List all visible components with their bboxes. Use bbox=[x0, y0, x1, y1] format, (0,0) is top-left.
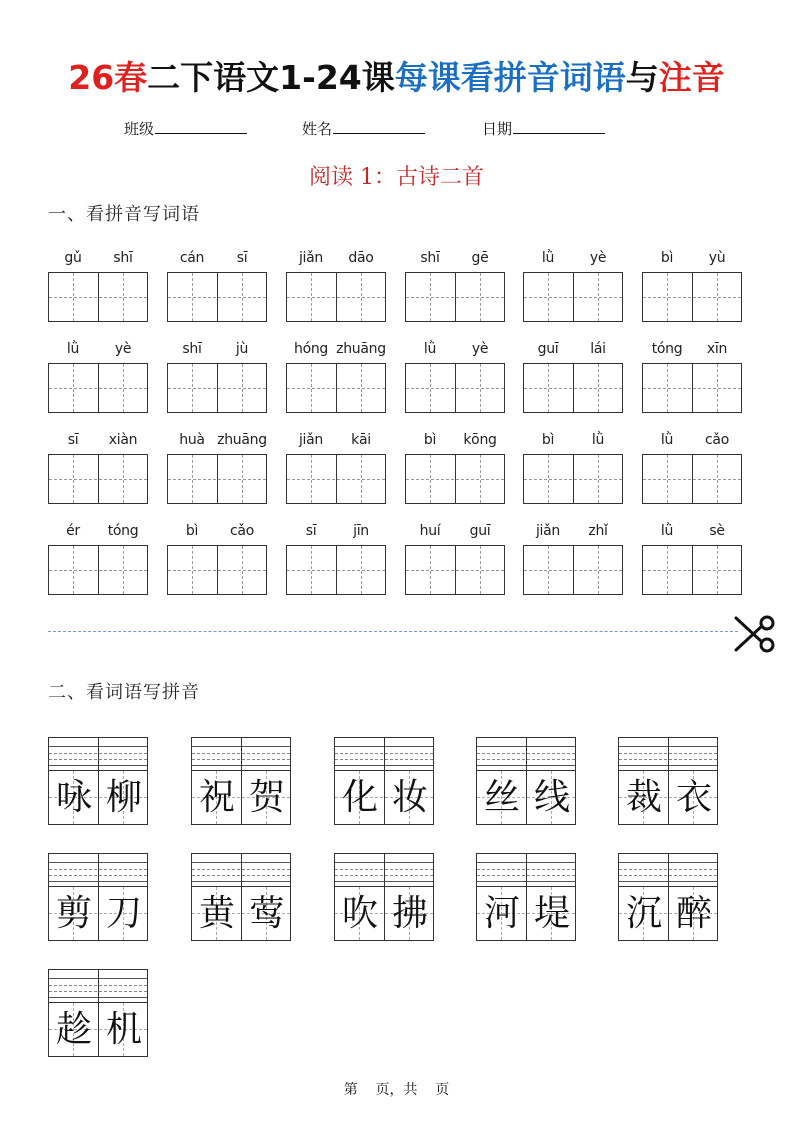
word-item bbox=[191, 737, 291, 825]
pinyin-syllable: yè bbox=[589, 250, 607, 266]
pinyin-item bbox=[286, 432, 386, 504]
pinyin-syllable: ér bbox=[66, 523, 80, 539]
pinyin-writing-lines[interactable] bbox=[476, 853, 576, 887]
word-character: 线 bbox=[533, 777, 570, 818]
pinyin-syllable: xīn bbox=[706, 341, 728, 357]
pinyin-item bbox=[48, 250, 148, 322]
pinyin-item bbox=[167, 523, 267, 595]
writing-cell-pair[interactable] bbox=[286, 545, 386, 595]
pinyin-writing-lines[interactable] bbox=[48, 853, 148, 887]
word-item bbox=[476, 737, 576, 825]
name-field[interactable] bbox=[302, 118, 425, 139]
pinyin-syllable: jiǎn bbox=[298, 250, 324, 266]
pinyin-syllable: dāo bbox=[348, 250, 374, 266]
pinyin-syllable: bì bbox=[185, 523, 199, 539]
pinyin-item bbox=[642, 250, 742, 322]
word-item bbox=[48, 969, 148, 1057]
word-character: 拂 bbox=[391, 893, 428, 934]
writing-cell-pair[interactable] bbox=[642, 363, 742, 413]
pinyin-item bbox=[167, 250, 267, 322]
pinyin-item bbox=[642, 432, 742, 504]
pinyin-item bbox=[523, 250, 623, 322]
word-character: 妆 bbox=[391, 777, 428, 818]
pinyin-syllable: jiǎn bbox=[535, 523, 561, 539]
pinyin-syllable: gǔ bbox=[64, 250, 82, 266]
pinyin-syllable: bì bbox=[660, 250, 674, 266]
writing-cell-pair[interactable] bbox=[167, 272, 267, 322]
pinyin-syllable: tóng bbox=[651, 341, 683, 357]
writing-cell-pair[interactable] bbox=[405, 363, 505, 413]
pinyin-syllable: zhuāng bbox=[217, 432, 267, 448]
pinyin-item bbox=[48, 432, 148, 504]
pinyin-syllable: sī bbox=[236, 250, 248, 266]
section1-heading: 一、看拼音写词语 bbox=[48, 204, 200, 225]
worksheet-title bbox=[0, 52, 793, 102]
pinyin-item bbox=[642, 523, 742, 595]
pinyin-syllable: zhuāng bbox=[336, 341, 386, 357]
word-item bbox=[476, 853, 576, 941]
section2-heading: 二、看词语写拼音 bbox=[48, 682, 200, 703]
lesson-title: 阅读 1：古诗二首 bbox=[309, 165, 484, 190]
writing-cell-pair[interactable] bbox=[642, 454, 742, 504]
word-character-cells bbox=[618, 887, 718, 941]
writing-cell-pair[interactable] bbox=[167, 454, 267, 504]
word-character-cells bbox=[191, 887, 291, 941]
scissors-icon bbox=[730, 612, 776, 656]
word-character-cells bbox=[618, 771, 718, 825]
pinyin-syllable: sī bbox=[67, 432, 79, 448]
title-segment: 注音 bbox=[658, 58, 725, 97]
writing-cell-pair[interactable] bbox=[523, 545, 623, 595]
pinyin-syllable: bì bbox=[423, 432, 437, 448]
word-character-cells bbox=[476, 771, 576, 825]
word-character-cells bbox=[191, 771, 291, 825]
class-blank[interactable] bbox=[155, 119, 247, 134]
title-segment: 与 bbox=[625, 58, 659, 97]
pinyin-writing-lines[interactable] bbox=[476, 737, 576, 771]
pinyin-item bbox=[523, 432, 623, 504]
pinyin-syllable: yè bbox=[114, 341, 132, 357]
word-character: 贺 bbox=[248, 777, 285, 818]
word-character: 趁 bbox=[55, 1009, 92, 1050]
writing-cell-pair[interactable] bbox=[286, 363, 386, 413]
pinyin-syllable: lǜ bbox=[541, 250, 555, 266]
pinyin-item bbox=[523, 341, 623, 413]
student-info-row bbox=[0, 118, 793, 140]
word-character-cells bbox=[476, 887, 576, 941]
word-character: 莺 bbox=[248, 893, 285, 934]
pinyin-syllable: jīn bbox=[353, 523, 369, 539]
cut-line bbox=[48, 631, 738, 632]
writing-cell-pair[interactable] bbox=[286, 272, 386, 322]
pinyin-syllable: yù bbox=[708, 250, 726, 266]
pinyin-syllable: lái bbox=[590, 341, 606, 357]
pinyin-writing-lines[interactable] bbox=[618, 853, 718, 887]
pinyin-syllable: guī bbox=[469, 523, 491, 539]
word-item bbox=[191, 853, 291, 941]
date-label: 日期 bbox=[482, 120, 513, 138]
writing-cell-pair[interactable] bbox=[405, 272, 505, 322]
pinyin-item bbox=[286, 250, 386, 322]
pinyin-syllable: lǜ bbox=[591, 432, 605, 448]
class-field[interactable] bbox=[124, 118, 247, 139]
word-character-cells bbox=[48, 1003, 148, 1057]
word-character: 沉 bbox=[625, 893, 662, 934]
title-segment: 二下语文1-24课 bbox=[147, 58, 395, 97]
pinyin-syllable: hóng bbox=[294, 341, 328, 357]
writing-cell-pair[interactable] bbox=[405, 545, 505, 595]
pinyin-item bbox=[167, 432, 267, 504]
date-field[interactable] bbox=[482, 118, 605, 139]
pinyin-syllable: yè bbox=[471, 341, 489, 357]
word-character: 剪 bbox=[55, 893, 92, 934]
writing-cell-pair[interactable] bbox=[167, 363, 267, 413]
word-character: 醉 bbox=[675, 893, 712, 934]
pinyin-syllable: xiàn bbox=[108, 432, 138, 448]
pinyin-writing-lines[interactable] bbox=[48, 737, 148, 771]
pinyin-item bbox=[405, 523, 505, 595]
word-character-cells bbox=[48, 887, 148, 941]
word-character: 刀 bbox=[105, 893, 142, 934]
pinyin-writing-lines[interactable] bbox=[618, 737, 718, 771]
pinyin-syllable: lǜ bbox=[660, 432, 674, 448]
word-item bbox=[618, 853, 718, 941]
pinyin-item bbox=[405, 432, 505, 504]
pinyin-writing-lines[interactable] bbox=[334, 737, 434, 771]
pinyin-item bbox=[523, 523, 623, 595]
pinyin-syllable: shī bbox=[420, 250, 440, 266]
word-character: 化 bbox=[341, 777, 378, 818]
pinyin-item bbox=[642, 341, 742, 413]
pinyin-item bbox=[48, 341, 148, 413]
pinyin-syllable: gē bbox=[471, 250, 489, 266]
word-character: 堤 bbox=[533, 893, 570, 934]
pinyin-syllable: cǎo bbox=[705, 432, 729, 448]
word-character: 裁 bbox=[625, 777, 662, 818]
pinyin-syllable: lǜ bbox=[66, 341, 80, 357]
title-segment: 26春 bbox=[68, 58, 148, 97]
pinyin-writing-lines[interactable] bbox=[334, 853, 434, 887]
writing-cell-pair[interactable] bbox=[48, 454, 148, 504]
word-item bbox=[334, 853, 434, 941]
pinyin-syllable: cǎo bbox=[230, 523, 254, 539]
pinyin-syllable: huí bbox=[419, 523, 441, 539]
pinyin-item bbox=[405, 341, 505, 413]
title-segment: 每课看拼音词语 bbox=[394, 58, 626, 97]
writing-cell-pair[interactable] bbox=[523, 363, 623, 413]
pinyin-syllable: jiǎn bbox=[298, 432, 324, 448]
pinyin-syllable: huà bbox=[179, 432, 205, 448]
word-character: 咏 bbox=[55, 777, 92, 818]
writing-cell-pair[interactable] bbox=[48, 272, 148, 322]
word-item bbox=[618, 737, 718, 825]
writing-cell-pair[interactable] bbox=[48, 363, 148, 413]
word-character-cells bbox=[48, 771, 148, 825]
word-character: 河 bbox=[483, 893, 520, 934]
pinyin-item bbox=[167, 341, 267, 413]
word-character: 祝 bbox=[198, 777, 235, 818]
pinyin-syllable: bì bbox=[541, 432, 555, 448]
writing-cell-pair[interactable] bbox=[642, 272, 742, 322]
word-character: 吹 bbox=[341, 893, 378, 934]
pinyin-item bbox=[48, 523, 148, 595]
word-character: 丝 bbox=[483, 777, 520, 818]
pinyin-item bbox=[286, 341, 386, 413]
writing-cell-pair[interactable] bbox=[642, 545, 742, 595]
word-character: 柳 bbox=[105, 777, 142, 818]
writing-cell-pair[interactable] bbox=[523, 454, 623, 504]
word-item bbox=[334, 737, 434, 825]
name-blank[interactable] bbox=[333, 119, 425, 134]
date-blank[interactable] bbox=[513, 119, 605, 134]
word-character: 黄 bbox=[198, 893, 235, 934]
pinyin-syllable: lǜ bbox=[423, 341, 437, 357]
pinyin-writing-lines[interactable] bbox=[48, 969, 148, 1003]
pinyin-item bbox=[405, 250, 505, 322]
pinyin-syllable: tóng bbox=[107, 523, 139, 539]
writing-cell-pair[interactable] bbox=[48, 545, 148, 595]
word-item bbox=[48, 737, 148, 825]
page-footer: 第 页，共 页 bbox=[343, 1082, 450, 1098]
writing-cell-pair[interactable] bbox=[405, 454, 505, 504]
pinyin-syllable: kōng bbox=[463, 432, 497, 448]
pinyin-syllable: shī bbox=[182, 341, 202, 357]
pinyin-syllable: sī bbox=[305, 523, 317, 539]
writing-cell-pair[interactable] bbox=[167, 545, 267, 595]
pinyin-syllable: sè bbox=[709, 523, 725, 539]
word-character-cells bbox=[334, 771, 434, 825]
pinyin-item bbox=[286, 523, 386, 595]
pinyin-writing-lines[interactable] bbox=[191, 853, 291, 887]
pinyin-syllable: shī bbox=[113, 250, 133, 266]
pinyin-syllable: guī bbox=[537, 341, 559, 357]
writing-cell-pair[interactable] bbox=[286, 454, 386, 504]
word-character: 衣 bbox=[675, 777, 712, 818]
word-character-cells bbox=[334, 887, 434, 941]
pinyin-syllable: kāi bbox=[351, 432, 371, 448]
word-character: 机 bbox=[105, 1009, 142, 1050]
name-label: 姓名 bbox=[302, 120, 333, 138]
writing-cell-pair[interactable] bbox=[523, 272, 623, 322]
pinyin-syllable: lǜ bbox=[660, 523, 674, 539]
pinyin-syllable: zhǐ bbox=[588, 523, 608, 539]
pinyin-writing-lines[interactable] bbox=[191, 737, 291, 771]
word-item bbox=[48, 853, 148, 941]
pinyin-syllable: cán bbox=[179, 250, 205, 266]
pinyin-syllable: jù bbox=[235, 341, 249, 357]
class-label: 班级 bbox=[124, 120, 155, 138]
